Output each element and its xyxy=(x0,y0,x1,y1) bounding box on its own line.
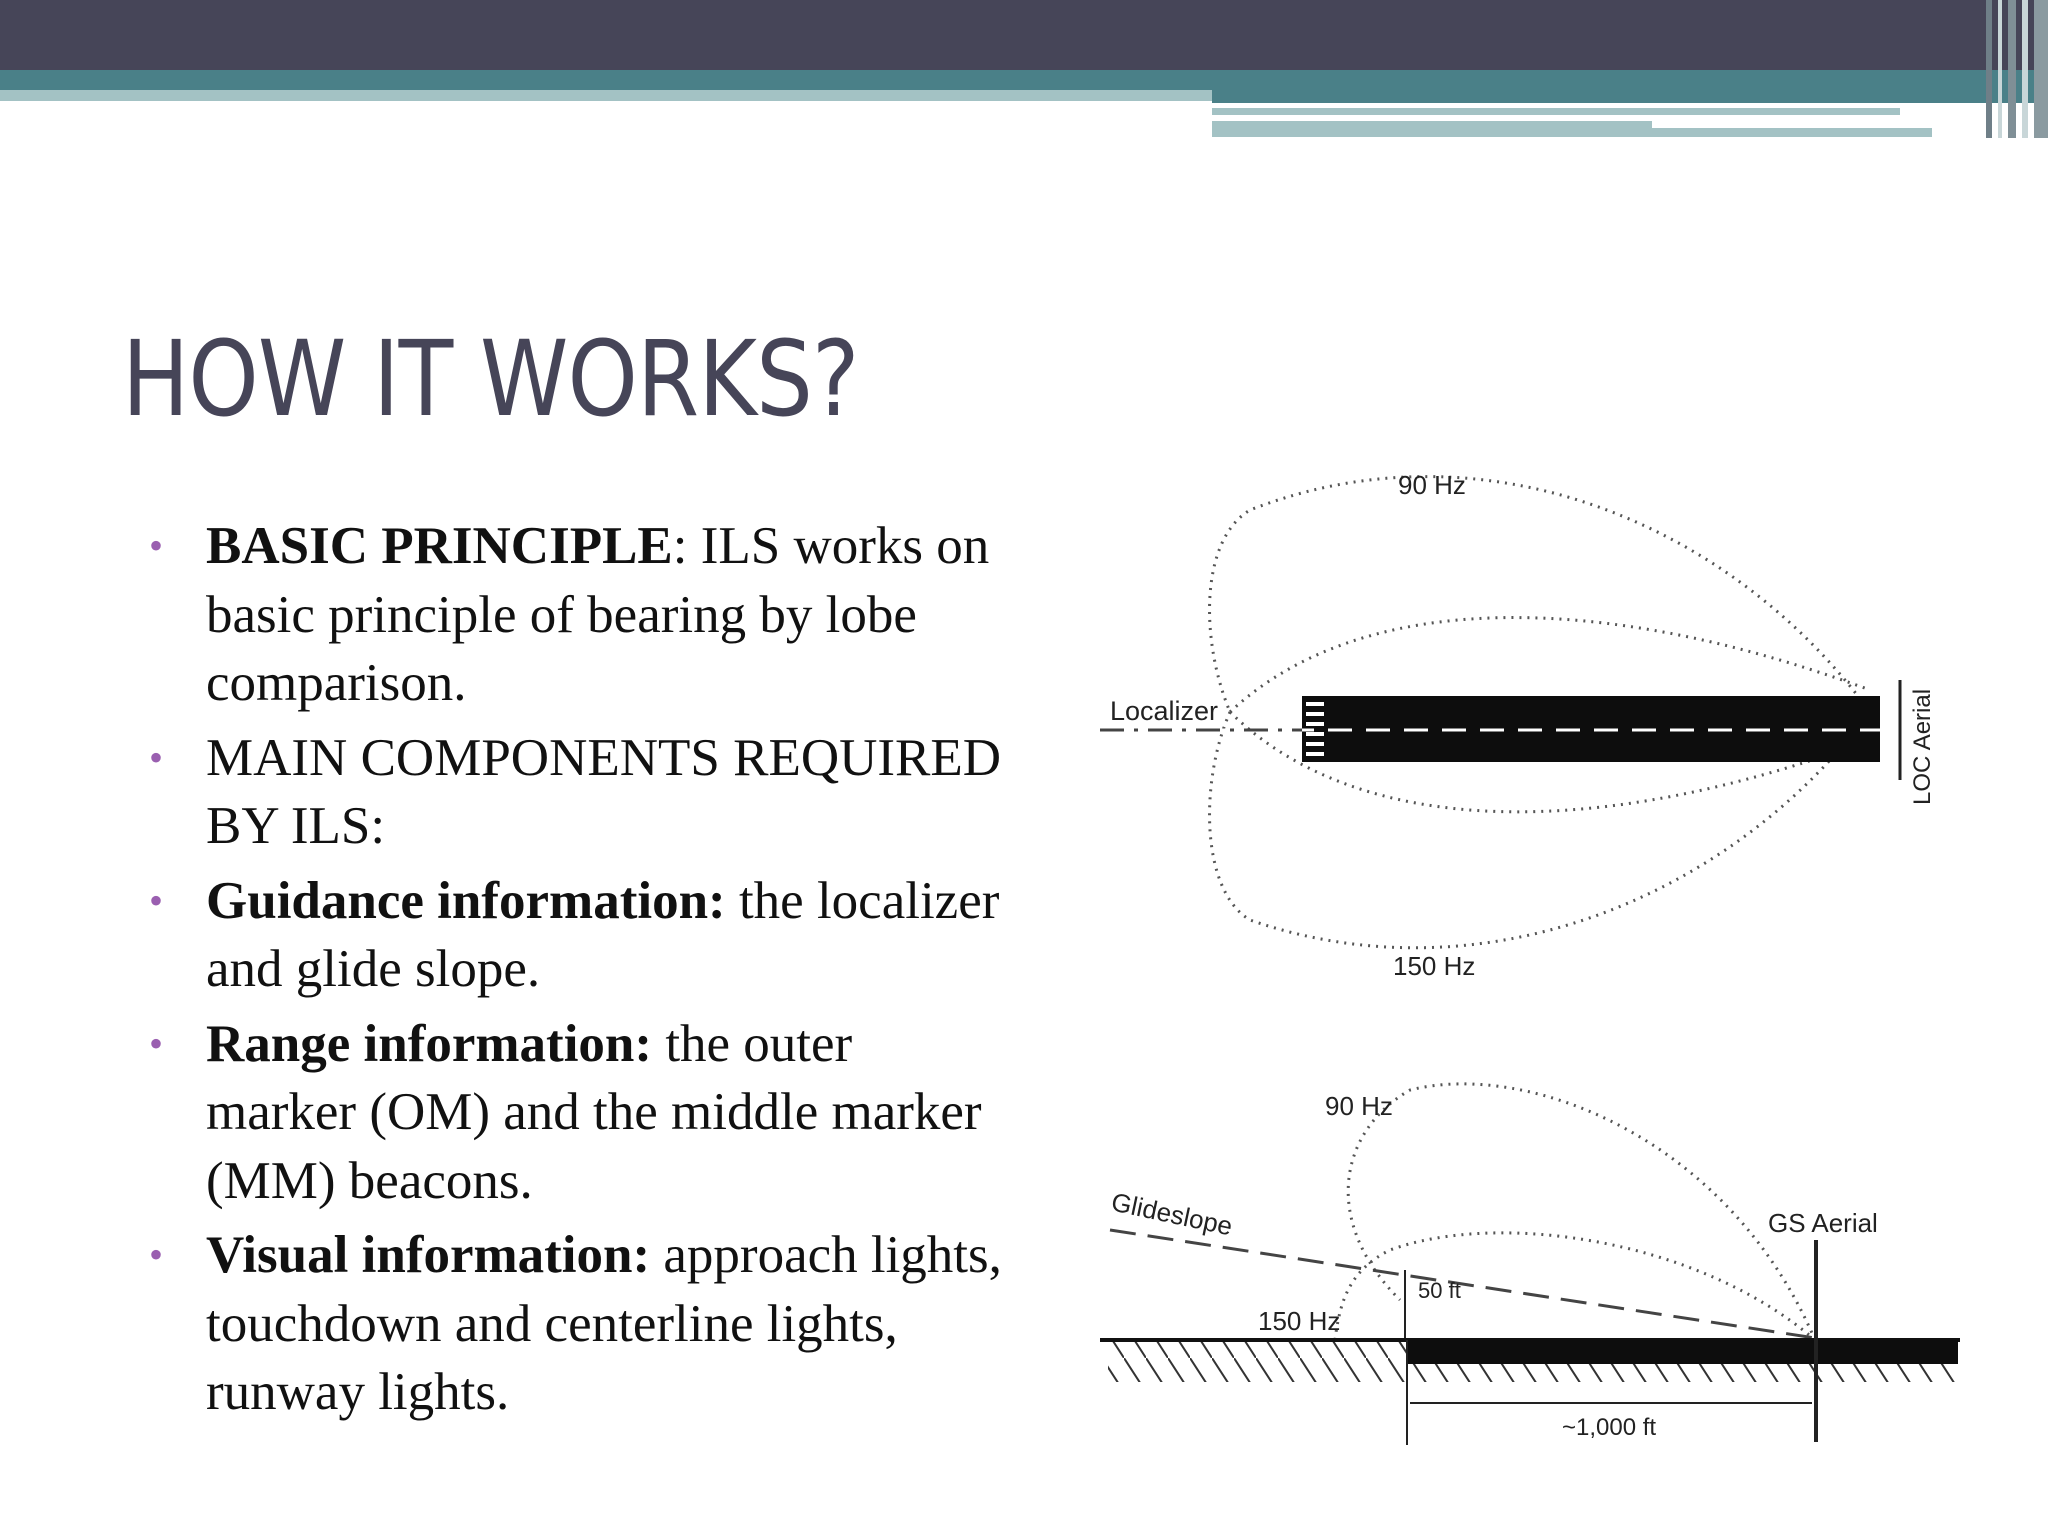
bullet-item xyxy=(140,867,1010,1004)
header-stripe xyxy=(1212,108,1900,115)
bullet-dot-icon: • xyxy=(149,523,164,568)
localizer-label: Localizer xyxy=(1110,696,1219,726)
header-band-teal-right xyxy=(1212,90,2048,103)
slide-title: HOW IT WORKS? xyxy=(122,318,859,440)
edge-stripe xyxy=(1998,0,2002,138)
glideslope-label: Glideslope xyxy=(1108,1186,1236,1242)
loc-label-150hz: 150 Hz xyxy=(1393,951,1476,981)
bullet-bold: BASIC PRINCIPLE xyxy=(206,517,673,575)
header-stripe xyxy=(1652,128,1932,137)
gs-label-90hz: 90 Hz xyxy=(1325,1091,1393,1121)
gs-lower-lobe xyxy=(1335,1233,1815,1340)
bullet-dot-icon: • xyxy=(149,734,164,780)
ils-diagram xyxy=(1080,440,1960,1460)
header-stripe xyxy=(1212,121,1652,137)
bullet-item xyxy=(140,1221,1010,1427)
bullet-text: the outer marker (OM) and the middle marker (MM) beacons. xyxy=(206,1014,982,1210)
bullet-list xyxy=(140,512,1010,1433)
loc-label-90hz: 90 Hz xyxy=(1398,470,1466,500)
bullet-bold: Guidance information: xyxy=(206,871,726,930)
bullet-dot-icon: • xyxy=(149,877,164,923)
bullet-dot-icon: • xyxy=(149,1020,164,1066)
loc-aerial-label: LOC Aerial xyxy=(1909,688,1936,805)
bullet-text: : ILS works on basic principle of bearing by lobe comparison. xyxy=(206,517,990,712)
bullet-bold: Visual information: xyxy=(206,1226,651,1284)
glideslope-diagram xyxy=(1100,1084,1960,1445)
gs-label-150hz: 150 Hz xyxy=(1258,1306,1341,1336)
bullet-item xyxy=(140,512,1010,718)
header-band-dark xyxy=(0,0,2048,70)
gs-distance-label: ~1,000 ft xyxy=(1562,1414,1657,1441)
gs-aerial-label: GS Aerial xyxy=(1768,1208,1878,1238)
gs-height-label: 50 ft xyxy=(1418,1278,1461,1303)
bullet-item xyxy=(140,724,1010,861)
edge-stripe xyxy=(1986,0,1992,138)
bullet-text: MAIN COMPONENTS REQUIRED BY ILS: xyxy=(206,728,1002,855)
edge-stripe xyxy=(2008,0,2016,138)
edge-stripe xyxy=(2034,0,2048,138)
header-band-teal xyxy=(0,70,2048,90)
bullet-bold: Range information: xyxy=(206,1014,653,1073)
gs-runway xyxy=(1408,1340,1958,1364)
header-band-pale xyxy=(0,90,1212,101)
localizer-diagram xyxy=(1100,470,1936,981)
bullet-dot-icon: • xyxy=(149,1232,164,1277)
bullet-text: the localizer and glide slope. xyxy=(206,871,1000,998)
localizer-upper-lobe xyxy=(1210,477,1870,712)
glidepath-line xyxy=(1110,1230,1815,1338)
edge-stripe xyxy=(2022,0,2028,138)
bullet-item xyxy=(140,1010,1010,1216)
bullet-text: approach lights, touchdown and centerline lights, runway lights. xyxy=(206,1226,1002,1421)
